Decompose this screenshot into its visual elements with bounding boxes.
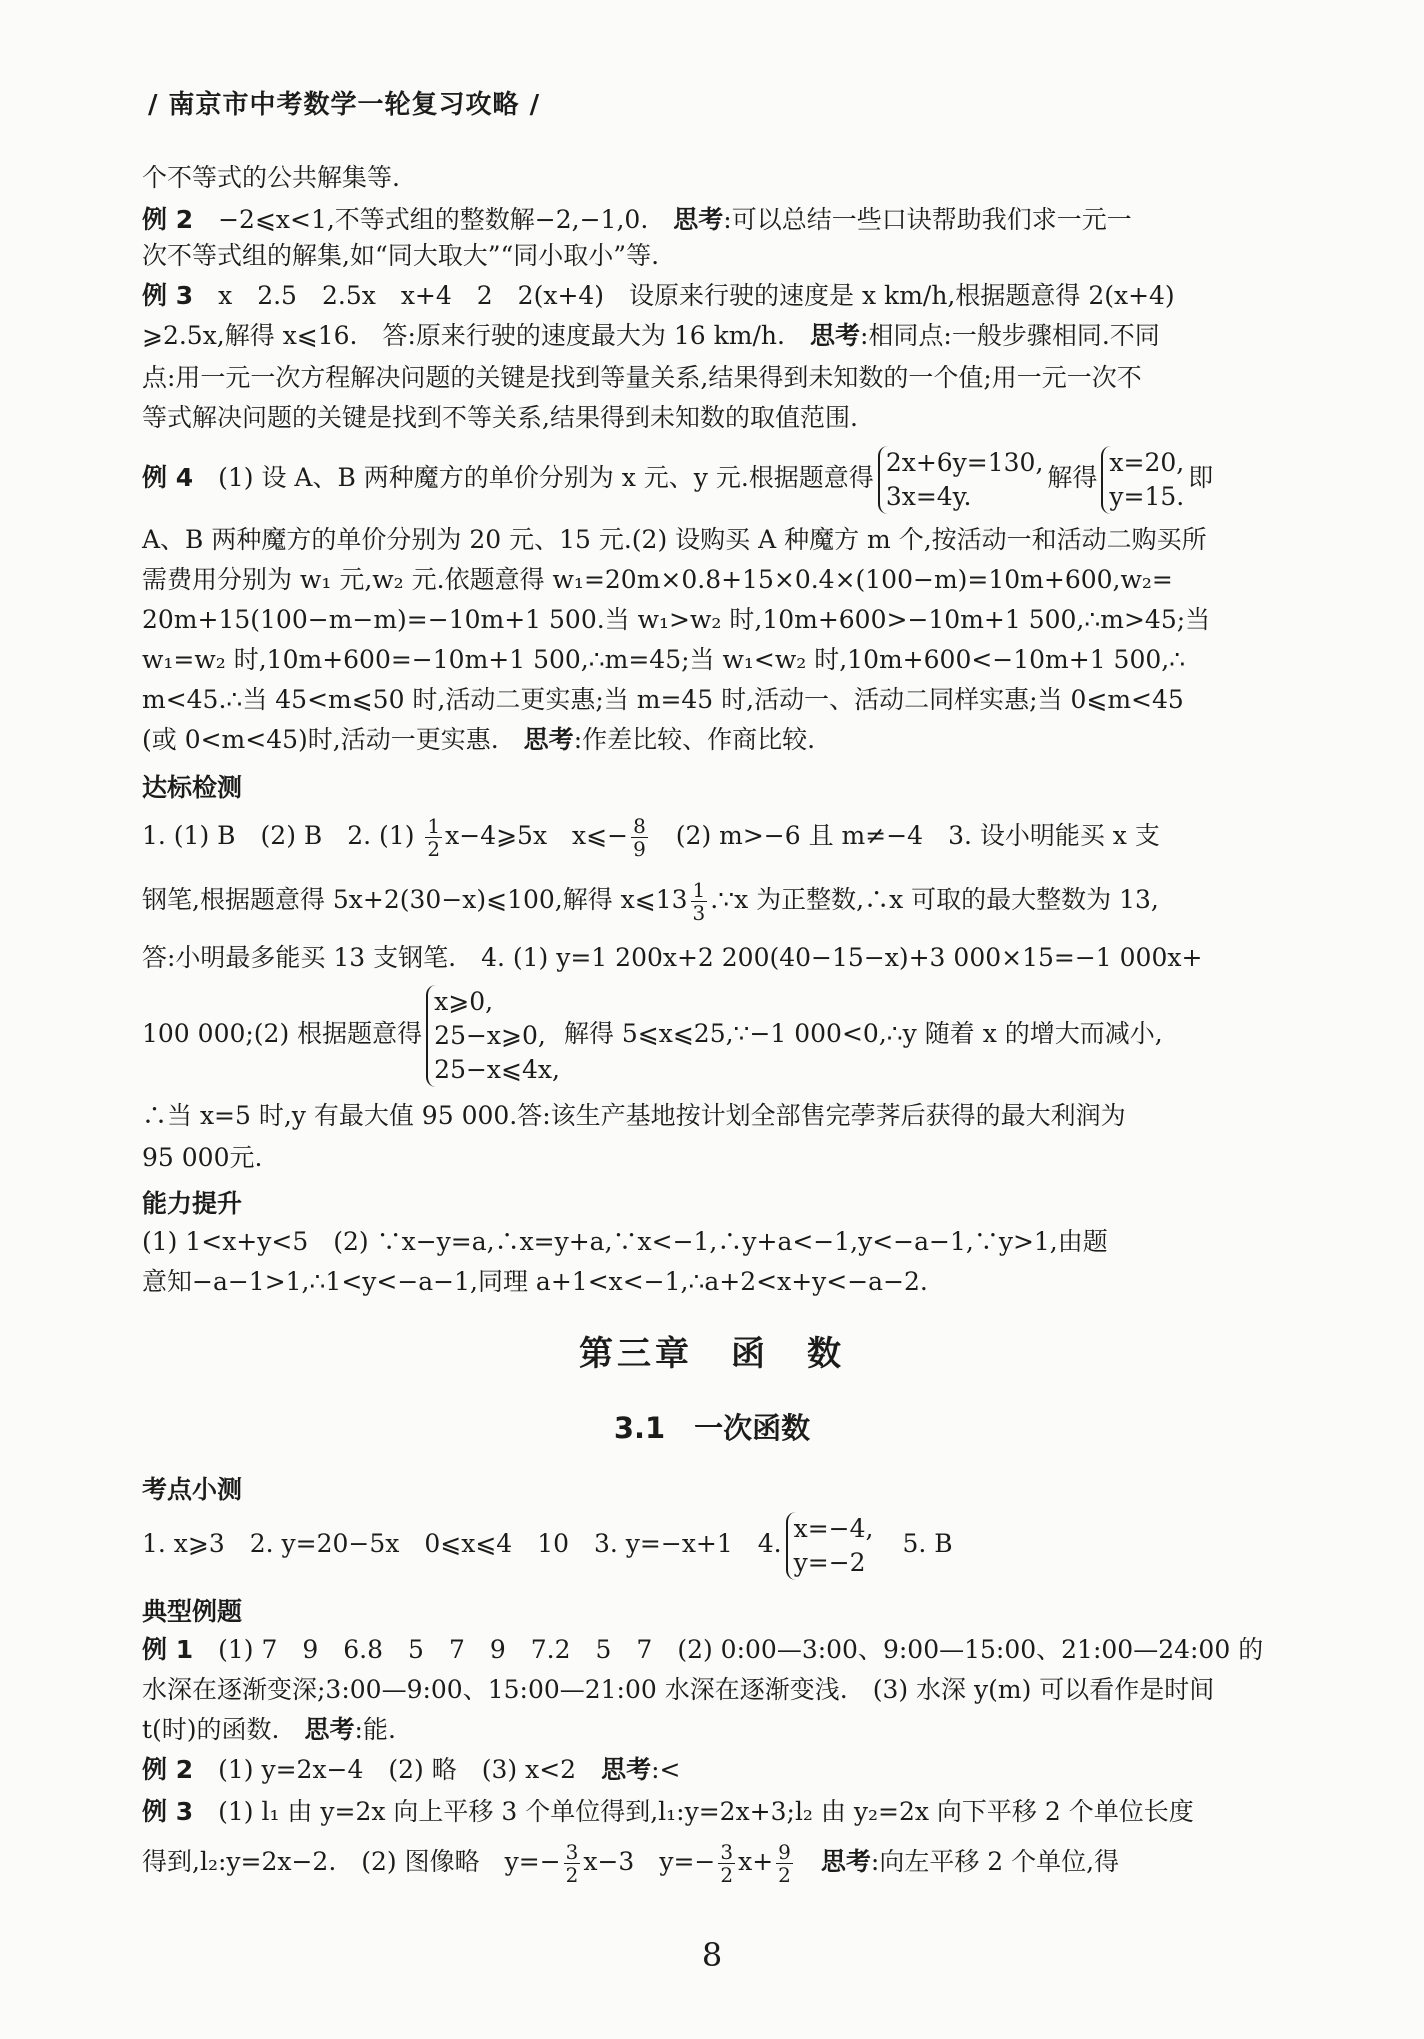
text-line: 水深在逐渐变深;3:00—9:00、15:00—21:00 水深在逐渐变浅. (3) 水深 y(m) 可以看作是时间 xyxy=(142,1675,1215,1704)
denominator: 9 xyxy=(633,837,646,861)
text-run: x−4⩾5x x⩽− xyxy=(445,821,629,850)
fraction xyxy=(425,815,442,860)
text-run: 解得 5⩽x⩽25,∵−1 000<0,∴y 随着 x 的增大而减小, xyxy=(563,1019,1163,1048)
numerator: 1 xyxy=(427,814,441,838)
text-run: 即 xyxy=(1188,463,1214,492)
equation-system xyxy=(878,446,1044,514)
text-run: :可以总结一些口诀帮助我们求一元一 xyxy=(723,205,1132,234)
think-label: 思考 xyxy=(523,725,574,754)
answer-line xyxy=(142,872,1282,928)
answer-line: 95 000元. xyxy=(142,1143,263,1172)
think-label: 思考 xyxy=(809,321,860,350)
text-line: 需费用分别为 w₁ 元,w₂ 元.依题意得 w₁=20m×0.8+15×0.4×(100−m)=10m+600,w₂= xyxy=(142,565,1173,594)
text-line: 等式解决问题的关键是找到不等关系,结果得到未知数的取值范围. xyxy=(142,403,858,432)
fraction xyxy=(776,1841,793,1886)
denominator: 2 xyxy=(778,1863,791,1887)
text-run: 钢笔,根据题意得 5x+2(30−x)⩽100,解得 x⩽13 xyxy=(142,885,688,914)
section-heading: 典型例题 xyxy=(142,1597,243,1626)
think-label: 思考 xyxy=(673,205,724,234)
numerator: 8 xyxy=(633,814,646,838)
answer-line xyxy=(142,1506,1282,1582)
equation: x=20, xyxy=(1109,447,1185,477)
denominator: 2 xyxy=(565,1863,579,1887)
solution-system xyxy=(786,1512,874,1580)
think-label: 思考 xyxy=(304,1715,355,1744)
text-line xyxy=(142,1834,1282,1890)
text-run: 解得 xyxy=(1047,463,1098,492)
inequality-system xyxy=(426,985,560,1087)
text-run: t(时)的函数. xyxy=(142,1715,305,1744)
equation: y=15. xyxy=(1109,481,1185,511)
section-heading: 考点小测 xyxy=(142,1475,243,1504)
numerator: 3 xyxy=(565,1840,579,1864)
text-run: 5. B xyxy=(877,1529,953,1558)
text-run: .∵x 为正整数,∴x 可取的最大整数为 13, xyxy=(710,885,1159,914)
example-4-line xyxy=(142,444,1282,514)
inequality: x⩾0, xyxy=(434,986,494,1016)
example-3-line xyxy=(142,278,1282,314)
fraction xyxy=(564,1841,581,1886)
text-run: 得到,l₂:y=2x−2. (2) 图像略 y=− xyxy=(142,1847,561,1876)
text-line: w₁=w₂ 时,10m+600=−10m+1 500,∴m=45;当 w₁<w₂ 时,10m+600<−10m+1 500,∴ xyxy=(142,645,1186,674)
text-run: (1) l₁ 由 y=2x 向上平移 3 个单位得到,l₁:y=2x+3;l₂ 由 y₂=2x 向下平移 2 个单位长度 xyxy=(193,1797,1194,1826)
text-run: :作差比较、作商比较. xyxy=(573,725,816,754)
page-number: 8 xyxy=(701,1936,723,1974)
denominator: 2 xyxy=(427,837,441,861)
text-run: (1) y=2x−4 (2) 略 (3) x<2 xyxy=(193,1755,602,1784)
text-line: 20m+15(100−m−m)=−10m+1 500.当 w₁>w₂ 时,10m+600>−10m+1 500,∴m>45;当 xyxy=(142,605,1211,634)
equation: 3x=4y. xyxy=(885,481,972,511)
example-1-line xyxy=(142,1632,1282,1668)
answer-line: 意知−a−1>1,∴1<y<−a−1,同理 a+1<x<−1,∴a+2<x+y<−a−2. xyxy=(142,1267,928,1296)
running-header: / 南京市中考数学一轮复习攻略 / xyxy=(148,90,541,120)
answer-line: 答:小明最多能买 13 支钢笔. 4. (1) y=1 200x+2 200(40−15−x)+3 000×15=−1 000x+ xyxy=(142,943,1203,972)
text-line xyxy=(142,722,1282,758)
section-heading: 达标检测 xyxy=(142,773,243,802)
inequality: 25−x⩾0, xyxy=(434,1020,546,1050)
think-label: 思考 xyxy=(820,1847,871,1876)
example-label: 例 2 xyxy=(142,1755,194,1784)
equation: y=−2 xyxy=(793,1547,866,1577)
text-run: (1) 7 9 6.8 5 7 9 7.2 5 7 (2) 0:00—3:00、9:00—15:00、21:00—24:00 的 xyxy=(193,1635,1264,1664)
example-3b-line xyxy=(142,1794,1282,1830)
inequality: 25−x⩽4x, xyxy=(434,1054,560,1084)
equation: 2x+6y=130, xyxy=(885,447,1044,477)
example-label: 例 3 xyxy=(142,1797,194,1826)
fraction xyxy=(691,879,708,924)
example-label: 例 2 xyxy=(142,205,194,234)
text-run: :相同点:一般步骤相同.不同 xyxy=(859,321,1160,350)
answer-line: ∴当 x=5 时,y 有最大值 95 000.答:该生产基地按计划全部售完荸荠后获得的最大利润为 xyxy=(142,1101,1126,1130)
text-run: x−3 y=− xyxy=(583,1847,716,1876)
chapter-title: 第三章 函 数 xyxy=(579,1334,845,1374)
text-line xyxy=(142,1712,1282,1748)
denominator: 3 xyxy=(692,901,706,925)
fraction xyxy=(718,1841,735,1886)
numerator: 1 xyxy=(692,878,706,902)
text-line: A、B 两种魔方的单价分别为 20 元、15 元.(2) 设购买 A 种魔方 m 个,按活动一和活动二购买所 xyxy=(142,525,1207,554)
example-label: 例 1 xyxy=(142,1635,194,1664)
text-line xyxy=(142,318,1282,354)
text-line: m<45.∴当 45<m⩽50 时,活动二更实惠;当 m=45 时,活动一、活动二同样实惠;当 0⩽m<45 xyxy=(142,685,1184,714)
solution-system xyxy=(1101,446,1184,514)
text-line: 次不等式组的解集,如“同大取大”“同小取小”等. xyxy=(142,241,660,270)
example-label: 例 3 xyxy=(142,281,194,310)
think-label: 思考 xyxy=(601,1755,652,1784)
text-line: 个不等式的公共解集等. xyxy=(142,163,400,192)
answer-line xyxy=(142,808,1282,864)
equation: x=−4, xyxy=(793,1513,874,1543)
example-label: 例 4 xyxy=(142,463,194,492)
denominator: 2 xyxy=(720,1863,734,1887)
numerator: 3 xyxy=(720,1840,734,1864)
text-run: x 2.5 2.5x x+4 2 2(x+4) 设原来行驶的速度是 x km/h,根据题意得 2(x+4) xyxy=(193,281,1175,310)
text-run: x+ xyxy=(738,1847,774,1876)
text-run xyxy=(796,1847,821,1876)
text-line: 点:用一元一次方程解决问题的关键是找到等量关系,结果得到未知数的一个值;用一元一次不 xyxy=(142,363,1142,392)
text-run: 100 000;(2) 根据题意得 xyxy=(142,1019,423,1048)
fraction xyxy=(631,815,648,860)
example-2-line xyxy=(142,202,1282,238)
text-run: 1. (1) B (2) B 2. (1) xyxy=(142,821,423,850)
numerator: 9 xyxy=(778,1840,791,1864)
answer-line: (1) 1<x+y<5 (2) ∵x−y=a,∴x=y+a,∵x<−1,∴y+a<−1,y<−a−1,∵y>1,由题 xyxy=(142,1227,1108,1256)
text-run: :< xyxy=(651,1755,681,1784)
text-run: −2⩽x<1,不等式组的整数解−2,−1,0. xyxy=(193,205,674,234)
text-run: :向左平移 2 个单位,得 xyxy=(870,1847,1120,1876)
example-2b-line xyxy=(142,1752,1282,1788)
section-title: 3.1 一次函数 xyxy=(613,1411,811,1445)
text-run: 1. x⩾3 2. y=20−5x 0⩽x⩽4 10 3. y=−x+1 4. xyxy=(142,1529,782,1558)
text-run: (2) m>−6 且 m≠−4 3. 设小明能买 x 支 xyxy=(650,821,1160,850)
text-run: (或 0<m<45)时,活动一更实惠. xyxy=(142,725,524,754)
text-run: ⩾2.5x,解得 x⩽16. 答:原来行驶的速度最大为 16 km/h. xyxy=(142,321,810,350)
text-run: :能. xyxy=(354,1715,396,1744)
answer-line xyxy=(142,982,1282,1087)
section-heading: 能力提升 xyxy=(142,1189,243,1218)
text-run: (1) 设 A、B 两种魔方的单价分别为 x 元、y 元.根据题意得 xyxy=(193,463,874,492)
